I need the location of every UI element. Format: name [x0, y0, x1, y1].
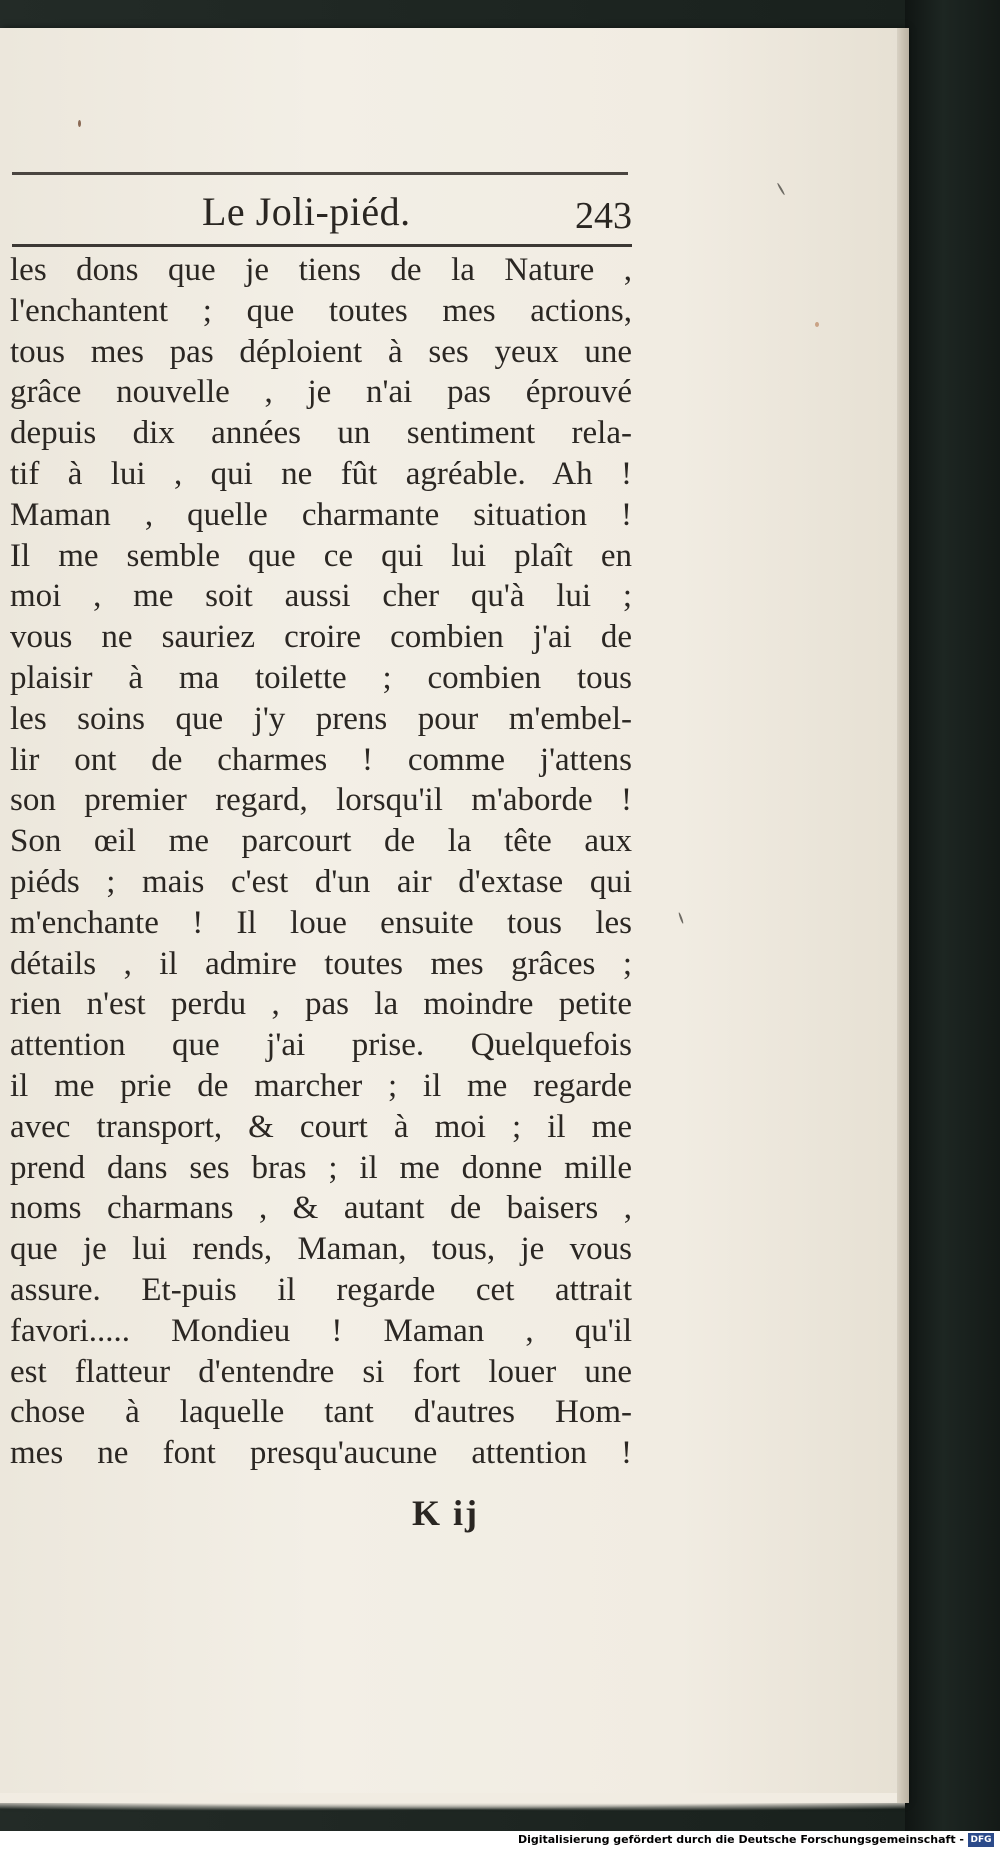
text-line: prend dans ses bras ; il me donne mille: [10, 1149, 632, 1186]
text-line: tous mes pas déploient à ses yeux une: [10, 333, 632, 370]
paper-speck: [815, 322, 819, 327]
text-line: vous ne sauriez croire combien j'ai de: [10, 619, 632, 656]
text-line: assure. Et-puis il regarde cet attrait: [10, 1271, 632, 1308]
text-line: mes ne font presqu'aucune attention !: [10, 1435, 632, 1472]
signature-mark: K ij: [412, 1493, 479, 1533]
text-line: lir ont de charmes ! comme j'attens: [10, 741, 632, 778]
running-title: Le Joli-piéd.: [202, 189, 411, 234]
header-bottom-rule: [12, 244, 632, 247]
header-top-rule: [12, 172, 628, 175]
text-line: grâce nouvelle , je n'ai pas éprouvé: [10, 374, 632, 411]
text-line: chose à laquelle tant d'autres Hom-: [10, 1394, 632, 1431]
text-line: est flatteur d'entendre si fort louer une: [10, 1353, 632, 1390]
text-line: avec transport, & court à moi ; il me: [10, 1108, 632, 1145]
text-line: Son œil me parcourt de la tête aux: [10, 823, 632, 860]
text-line: l'enchantent ; que toutes mes actions,: [10, 292, 632, 329]
text-line: piéds ; mais c'est d'un air d'extase qui: [10, 863, 632, 900]
text-line: les soins que j'y prens pour m'embel-: [10, 700, 632, 737]
text-line: détails , il admire toutes mes grâces ;: [10, 945, 632, 982]
text-line: Maman , quelle charmante situation !: [10, 496, 632, 533]
text-line: moi , me soit aussi cher qu'à lui ;: [10, 578, 632, 615]
footer-credit: Digitalisierung gefördert durch die Deutsche Forschungsgemeinschaft -: [517, 1833, 964, 1846]
text-line: m'enchante ! Il loue ensuite tous les: [10, 904, 632, 941]
text-line: depuis dix années un sentiment rela-: [10, 415, 632, 452]
text-line: tif à lui , qui ne fût agréable. Ah !: [10, 455, 632, 492]
dfg-logo: DFG: [968, 1833, 994, 1847]
text-line: noms charmans , & autant de baisers ,: [10, 1190, 632, 1227]
paper-speck: [78, 120, 81, 127]
page-number: 243: [575, 195, 632, 237]
text-line: favori..... Mondieu ! Maman , qu'il: [10, 1312, 632, 1349]
text-line: Il me semble que ce qui lui plaît en: [10, 537, 632, 574]
book-cover-edge: [905, 0, 1000, 1851]
text-line: plaisir à ma toilette ; combien tous: [10, 659, 632, 696]
text-line: attention que j'ai prise. Quelquefois: [10, 1027, 632, 1064]
text-line: son premier regard, lorsqu'il m'aborde !: [10, 782, 632, 819]
page-header: [12, 188, 632, 244]
text-line: rien n'est perdu , pas la moindre petite: [10, 986, 632, 1023]
text-line: les dons que je tiens de la Nature ,: [10, 252, 632, 288]
text-line: il me prie de marcher ; il me regarde: [10, 1067, 632, 1104]
page-fore-edge: [897, 28, 909, 1803]
text-line: que je lui rends, Maman, tous, je vous: [10, 1231, 632, 1268]
body-text: [10, 250, 632, 1474]
